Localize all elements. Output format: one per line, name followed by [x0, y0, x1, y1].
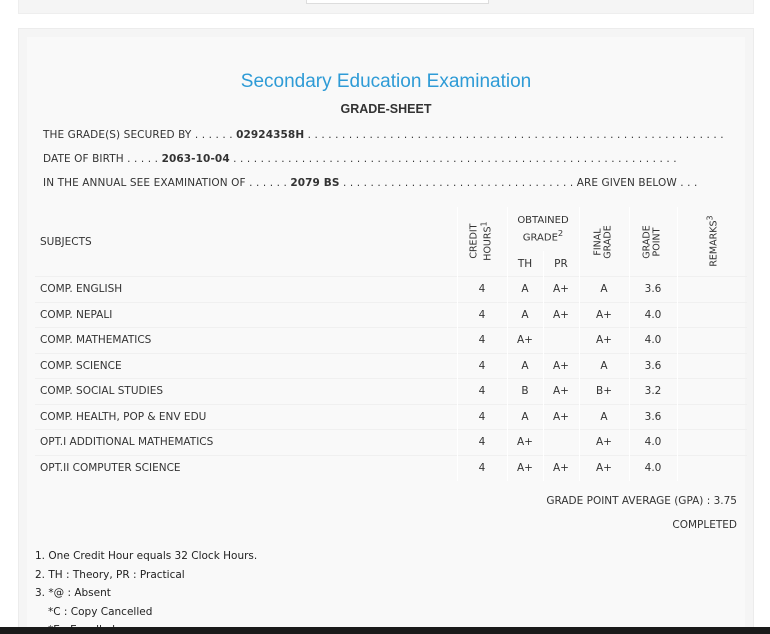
cell-remarks	[677, 455, 747, 481]
cell-final: A	[579, 277, 629, 303]
result-status: COMPLETED	[672, 519, 737, 531]
header-obtained-line1: OBTAINED	[517, 214, 569, 226]
cell-point: 4.0	[629, 430, 677, 456]
table-row	[35, 277, 747, 303]
grade-sheet-content	[27, 37, 745, 631]
header-credit-hours	[457, 207, 507, 277]
top-search-input[interactable]	[306, 0, 489, 4]
info-dob-label: DATE OF BIRTH . . . . .	[43, 153, 162, 165]
cell-th: A+	[507, 328, 543, 354]
table-row	[35, 302, 747, 328]
cell-th: A	[507, 277, 543, 303]
cell-remarks	[677, 328, 747, 354]
header-obtained-sup: 2	[557, 227, 564, 238]
gpa-summary	[546, 495, 737, 507]
header-remarks-sup: 3	[705, 215, 715, 221]
cell-th: A	[507, 353, 543, 379]
cell-subject: COMP. MATHEMATICS	[35, 328, 457, 354]
cell-credit: 4	[457, 379, 507, 405]
cell-subject: COMP. SCIENCE	[35, 353, 457, 379]
cell-final: A	[579, 404, 629, 430]
cell-point: 3.6	[629, 277, 677, 303]
cell-subject: OPT.II COMPUTER SCIENCE	[35, 455, 457, 481]
table-row	[35, 430, 747, 456]
header-final-grade	[579, 207, 629, 277]
cell-point: 4.0	[629, 302, 677, 328]
header-th: TH	[507, 251, 543, 277]
cell-pr: A+	[543, 302, 579, 328]
footnote-item: 3. *@ : Absent	[35, 587, 111, 599]
cell-remarks	[677, 353, 747, 379]
table-row	[35, 404, 747, 430]
header-credit-sup: 1	[479, 221, 489, 227]
cell-th: A	[507, 404, 543, 430]
header-final-line1: FINAL	[593, 227, 604, 256]
header-obtained-grade	[507, 207, 579, 251]
cell-credit: 4	[457, 430, 507, 456]
cell-pr: A+	[543, 404, 579, 430]
table-row	[35, 455, 747, 481]
cell-th: A+	[507, 455, 543, 481]
cell-credit: 4	[457, 353, 507, 379]
cell-subject: COMP. NEPALI	[35, 302, 457, 328]
info-secured-dots: . . . . . . . . . . . . . . . . . . . . . . . . . . . . . . . . . . . . . . . . . . . . . . . . . . . . . . . . . . . . .	[304, 129, 724, 141]
cell-pr: A+	[543, 379, 579, 405]
cell-pr: A+	[543, 455, 579, 481]
cell-th: A+	[507, 430, 543, 456]
cell-pr: A+	[543, 353, 579, 379]
table-row	[35, 353, 747, 379]
cell-remarks	[677, 404, 747, 430]
info-secured-by	[43, 129, 724, 141]
cell-subject: COMP. ENGLISH	[35, 277, 457, 303]
symbol-number: 02924358H	[236, 129, 305, 141]
cell-pr: A+	[543, 277, 579, 303]
header-point-line2: POINT	[652, 227, 663, 256]
header-credit-line2: HOURS	[483, 226, 495, 262]
header-subjects: SUBJECTS	[40, 235, 92, 248]
cell-point: 3.2	[629, 379, 677, 405]
cell-credit: 4	[457, 277, 507, 303]
header-grade-point	[629, 207, 677, 277]
footnote-item: 1. One Credit Hour equals 32 Clock Hours.	[35, 550, 258, 562]
page-title: Secondary Education Examination	[240, 71, 532, 92]
grades-table	[35, 207, 747, 481]
cell-remarks	[677, 302, 747, 328]
cell-subject: COMP. SOCIAL STUDIES	[35, 379, 457, 405]
footnote-item: *C : Copy Cancelled	[48, 605, 153, 618]
grade-sheet-panel	[18, 28, 754, 634]
cell-final: A+	[579, 430, 629, 456]
info-dob-dots: . . . . . . . . . . . . . . . . . . . . . . . . . . . . . . . . . . . . . . . . . . . . . . . . . . . . . . . . . . . . . . . . .	[229, 153, 677, 165]
cell-subject: OPT.I ADDITIONAL MATHEMATICS	[35, 430, 457, 456]
cell-remarks	[677, 277, 747, 303]
cell-point: 4.0	[629, 455, 677, 481]
header-pr: PR	[543, 251, 579, 277]
cell-credit: 4	[457, 302, 507, 328]
info-exam-label: IN THE ANNUAL SEE EXAMINATION OF . . . . . .	[43, 177, 291, 189]
cell-remarks	[677, 379, 747, 405]
gpa-label: GRADE POINT AVERAGE (GPA) :	[546, 495, 714, 507]
cell-point: 4.0	[629, 328, 677, 354]
cell-credit: 4	[457, 404, 507, 430]
cell-pr	[543, 430, 579, 456]
cell-pr	[543, 328, 579, 354]
cell-final: B+	[579, 379, 629, 405]
header-point-line1: GRADE	[642, 224, 653, 259]
cell-point: 3.6	[629, 353, 677, 379]
cell-th: B	[507, 379, 543, 405]
cell-final: A	[579, 353, 629, 379]
footnote-item: 2. TH : Theory, PR : Practical	[35, 568, 185, 581]
page-subtitle: GRADE-SHEET	[340, 102, 432, 116]
table-header-row	[35, 207, 747, 251]
cell-credit: 4	[457, 328, 507, 354]
header-remarks	[677, 207, 747, 277]
header-credit-line1: CREDIT	[468, 223, 480, 260]
info-date-of-birth	[43, 153, 677, 165]
info-exam	[43, 177, 697, 189]
header-remarks-label: REMARKS	[708, 220, 720, 268]
header-obtained-line2: GRADE	[522, 232, 558, 244]
bottom-taskbar	[0, 627, 770, 634]
gpa-value: 3.75	[713, 495, 737, 507]
cell-subject: COMP. HEALTH, POP & ENV EDU	[35, 404, 457, 430]
header-final-line2: GRADE	[603, 224, 614, 259]
cell-final: A+	[579, 302, 629, 328]
exam-year: 2079 BS	[290, 177, 340, 189]
cell-final: A+	[579, 455, 629, 481]
cell-credit: 4	[457, 455, 507, 481]
cell-final: A+	[579, 328, 629, 354]
cell-remarks	[677, 430, 747, 456]
table-row	[35, 328, 747, 354]
date-of-birth: 2063-10-04	[161, 153, 230, 165]
cell-point: 3.6	[629, 404, 677, 430]
info-secured-label: THE GRADE(S) SECURED BY . . . . . .	[43, 129, 237, 141]
footnotes	[35, 547, 257, 634]
table-row	[35, 379, 747, 405]
info-exam-dots: . . . . . . . . . . . . . . . . . . . . . . . . . . . . . . . . . . ARE GIVEN BELOW . . .	[339, 177, 698, 189]
cell-th: A	[507, 302, 543, 328]
